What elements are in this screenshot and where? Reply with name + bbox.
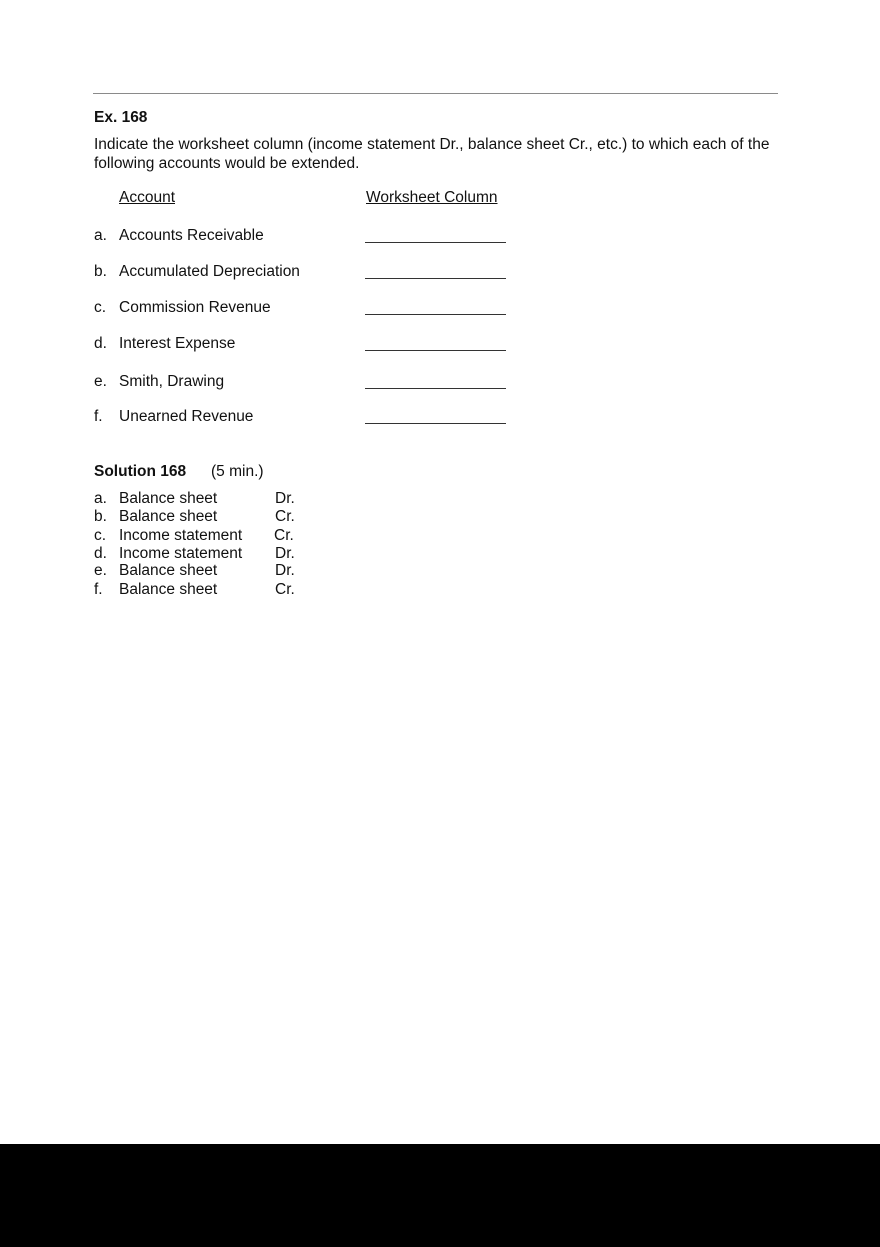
solution-item xyxy=(94,562,354,580)
solution-item xyxy=(94,581,354,599)
item-letter: f. xyxy=(94,408,103,425)
bottom-black-band xyxy=(0,1144,880,1247)
item-letter: a. xyxy=(94,227,107,244)
account-name: Accumulated Depreciation xyxy=(119,263,300,280)
account-column-header: Account xyxy=(119,189,176,206)
exercise-item xyxy=(94,408,514,428)
account-name: Unearned Revenue xyxy=(119,408,254,425)
item-letter: a. xyxy=(94,490,107,507)
solution-statement: Income statement xyxy=(119,545,243,562)
exercise-item xyxy=(94,335,514,355)
top-divider xyxy=(93,93,778,94)
account-name: Smith, Drawing xyxy=(119,373,225,390)
answer-blank[interactable] xyxy=(365,242,506,243)
item-letter: d. xyxy=(94,335,107,352)
solution-item xyxy=(94,490,354,508)
solution-side: Dr. xyxy=(275,545,295,562)
solution-side: Cr. xyxy=(274,527,294,544)
account-name: Accounts Receivable xyxy=(119,227,264,244)
solution-statement: Balance sheet xyxy=(119,562,218,579)
answer-blank[interactable] xyxy=(365,423,506,424)
answer-blank[interactable] xyxy=(365,350,506,351)
exercise-item xyxy=(94,373,514,393)
solution-side: Cr. xyxy=(275,508,295,525)
solution-statement: Balance sheet xyxy=(119,581,218,598)
exercise-item xyxy=(94,299,514,319)
solution-side: Cr. xyxy=(275,581,295,598)
solution-statement: Balance sheet xyxy=(119,490,218,507)
worksheet-column-header: Worksheet Column xyxy=(366,189,498,206)
solution-side: Dr. xyxy=(275,562,295,579)
exercise-instructions: Indicate the worksheet column (income statement Dr., balance sheet Cr., etc.) to which each of the following accounts would be extended. xyxy=(94,136,770,172)
item-letter: d. xyxy=(94,545,107,562)
account-name: Commission Revenue xyxy=(119,299,271,316)
answer-blank[interactable] xyxy=(365,278,506,279)
account-name: Interest Expense xyxy=(119,335,236,352)
solution-item xyxy=(94,545,354,563)
exercise-title: Ex. 168 xyxy=(94,109,148,126)
answer-blank[interactable] xyxy=(365,388,506,389)
solution-heading xyxy=(94,463,264,481)
item-letter: f. xyxy=(94,581,103,598)
solution-side: Dr. xyxy=(275,490,295,507)
exercise-item xyxy=(94,263,514,283)
answer-blank[interactable] xyxy=(365,314,506,315)
item-letter: c. xyxy=(94,299,107,316)
item-letter: b. xyxy=(94,508,107,525)
solution-item xyxy=(94,527,354,545)
item-letter: c. xyxy=(94,527,107,544)
solution-time: (5 min.) xyxy=(211,463,264,480)
exercise-item xyxy=(94,227,514,247)
item-letter: e. xyxy=(94,562,107,579)
item-letter: e. xyxy=(94,373,107,390)
solution-statement: Balance sheet xyxy=(119,508,218,525)
solution-title: Solution 168 xyxy=(94,463,187,480)
item-letter: b. xyxy=(94,263,107,280)
solution-statement: Income statement xyxy=(119,527,243,544)
solution-item xyxy=(94,508,354,526)
